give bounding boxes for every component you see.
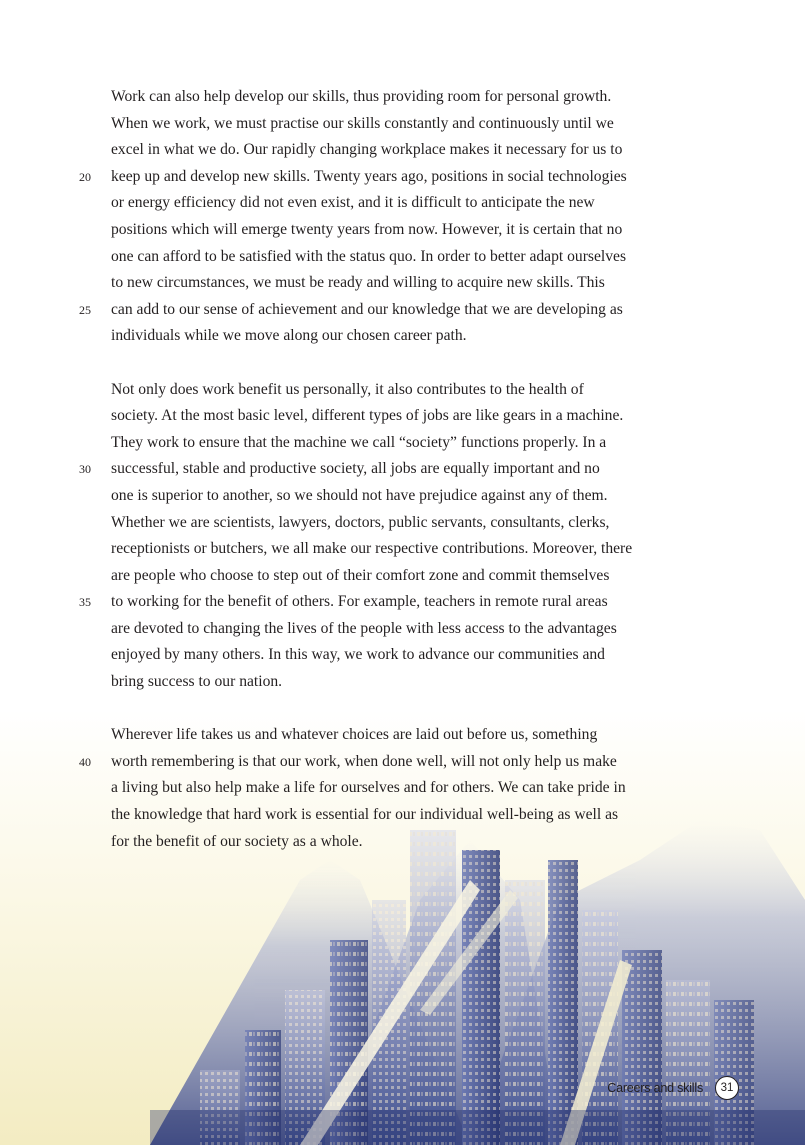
paragraph-spacer: [0, 696, 805, 723]
line-text: bring success to our nation.: [111, 673, 283, 691]
text-line: [0, 377, 805, 404]
text-line: [0, 137, 805, 164]
line-number: 40: [79, 754, 91, 769]
text-line: [0, 483, 805, 510]
line-text: to working for the benefit of others. For example, teachers in remote rural areas: [111, 593, 608, 611]
line-number: 30: [79, 462, 91, 477]
text-line: [0, 84, 805, 111]
text-line: [0, 430, 805, 457]
line-text: Not only does work benefit us personally, it also contributes to the health of: [111, 380, 584, 398]
line-text: When we work, we must practise our skills constantly and continuously until we: [111, 114, 614, 132]
line-text: a living but also help make a life for ourselves and for others. We can take pride in: [111, 779, 626, 797]
line-text: excel in what we do. Our rapidly changing workplace makes it necessary for us to: [111, 141, 623, 159]
paragraph-3: [0, 722, 805, 855]
line-text: society. At the most basic level, different types of jobs are like gears in a machine.: [111, 407, 624, 425]
text-line: [0, 111, 805, 138]
line-text: one can afford to be satisfied with the status quo. In order to better adapt ourselves: [111, 247, 627, 265]
text-line: [0, 802, 805, 829]
text-line: [0, 749, 805, 776]
line-text: positions which will emerge twenty years from now. However, it is certain that no: [111, 220, 623, 238]
text-line: [0, 244, 805, 271]
text-line: [0, 270, 805, 297]
line-text: successful, stable and productive society, all jobs are equally important and no: [111, 460, 600, 478]
line-text: for the benefit of our society as a whole.: [111, 832, 363, 850]
body-text: [0, 84, 805, 855]
text-line: [0, 589, 805, 616]
paragraph-spacer: [0, 350, 805, 377]
page-footer: [607, 1076, 739, 1100]
text-line: [0, 297, 805, 324]
line-text: Wherever life takes us and whatever choices are laid out before us, something: [111, 726, 598, 744]
text-line: [0, 829, 805, 856]
text-line: [0, 563, 805, 590]
text-line: [0, 510, 805, 537]
text-line: [0, 323, 805, 350]
text-line: [0, 456, 805, 483]
page-number-badge: 31: [715, 1076, 739, 1100]
line-text: enjoyed by many others. In this way, we work to advance our communities and: [111, 646, 605, 664]
line-text: or energy efficiency did not even exist, and it is difficult to anticipate the new: [111, 194, 595, 212]
line-text: Work can also help develop our skills, thus providing room for personal growth.: [111, 88, 612, 105]
line-text: are people who choose to step out of their comfort zone and commit themselves: [111, 566, 610, 584]
line-text: Whether we are scientists, lawyers, doctors, public servants, consultants, clerks,: [111, 513, 610, 531]
line-number: 20: [79, 169, 91, 184]
line-text: They work to ensure that the machine we call “society” functions properly. In a: [111, 433, 607, 451]
text-line: [0, 775, 805, 802]
paragraph-1: [0, 84, 805, 350]
text-line: [0, 164, 805, 191]
text-line: [0, 190, 805, 217]
text-line: [0, 616, 805, 643]
line-text: to new circumstances, we must be ready and willing to acquire new skills. This: [111, 274, 605, 292]
text-line: [0, 217, 805, 244]
line-text: worth remembering is that our work, when done well, will not only help us make: [111, 752, 617, 770]
text-line: [0, 403, 805, 430]
line-text: the knowledge that hard work is essential for our individual well-being as well as: [111, 806, 619, 824]
line-number: 35: [79, 595, 91, 610]
section-label: Careers and skills: [607, 1081, 703, 1095]
line-text: individuals while we move along our chosen career path.: [111, 327, 467, 345]
text-line: [0, 669, 805, 696]
text-line: [0, 642, 805, 669]
line-text: can add to our sense of achievement and our knowledge that we are developing as: [111, 300, 623, 318]
text-line: [0, 722, 805, 749]
line-number: 25: [79, 302, 91, 317]
line-text: one is superior to another, so we should not have prejudice against any of them.: [111, 486, 608, 504]
paragraph-2: [0, 377, 805, 696]
line-text: receptionists or butchers, we all make our respective contributions. Moreover, there: [111, 540, 633, 558]
line-text: keep up and develop new skills. Twenty years ago, positions in social technologies: [111, 167, 627, 185]
line-text: are devoted to changing the lives of the people with less access to the advantages: [111, 619, 617, 637]
text-line: [0, 536, 805, 563]
